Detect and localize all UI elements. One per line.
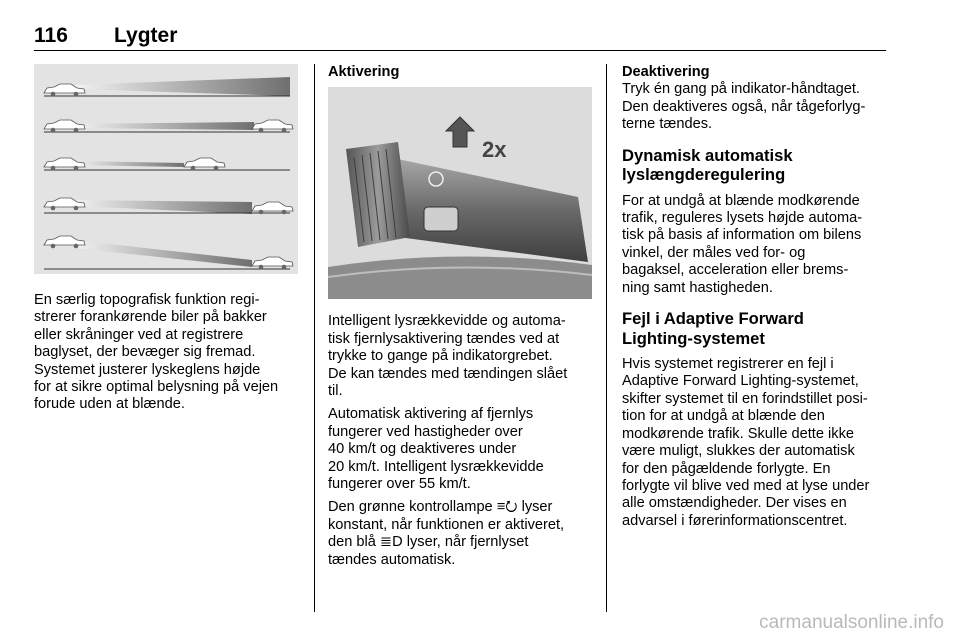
activation-heading: Aktivering bbox=[328, 64, 400, 80]
header-rule bbox=[34, 50, 886, 51]
indicator-stalk-figure bbox=[328, 87, 592, 299]
page-title: Lygter bbox=[114, 24, 178, 47]
column-3 bbox=[622, 64, 888, 536]
activation-paragraph-3: Den grønne kontrollampe ≡⭮ lyser konstant, når funktionen er aktiveret, den blå ≣D lyser, når fjernlyset tændes automatisk. bbox=[328, 499, 565, 568]
deactivation-paragraph: Tryk én gang på indikator-håndtaget. Den deaktiveres også, når tågeforlyg- terne tændes. bbox=[622, 81, 866, 133]
activation-paragraph-2: Automatisk aktivering af fjernlys fungerer ved hastigheder over 40 km/t og deaktiveres under 20 km/t. Intelligent lysrækkevidde fungerer over 55 km/t. bbox=[328, 406, 544, 493]
afl-fault-heading: Fejl i Adaptive Forward Lighting-systemet bbox=[622, 309, 804, 348]
column-2 bbox=[328, 64, 596, 575]
press-twice-label: 2x bbox=[482, 137, 507, 163]
watermark: carmanualsonline.info bbox=[759, 612, 944, 633]
column-divider-2 bbox=[606, 64, 607, 612]
deactivation-heading: Deaktivering bbox=[622, 64, 710, 80]
column-1 bbox=[34, 64, 304, 420]
dynamic-levelling-heading: Dynamisk automatisk lyslængderegulering bbox=[622, 145, 793, 185]
topography-paragraph: En særlig topografisk funktion regi- strerer forankørende biler på bakker eller skråninger ved at registrere baglyset, der bevæger sig fremad. Systemet justerer lyskeglens højde for at sikre optimal belysning på vejen forude uden at blænde. bbox=[34, 292, 279, 413]
activation-paragraph-1: Intelligent lysrækkevidde og automa- tisk fjernlysaktivering tændes ved at trykke to gange på indikatorgrebet. De kan tændes med tændingen slået til. bbox=[328, 313, 568, 400]
dynamic-levelling-paragraph: For at undgå at blænde modkørende trafik, reguleres lysets højde automa- tisk på basis af information om bilens vinkel, der måles ved for- og bagaksel, acceleration eller brems- ning samt hastigheden. bbox=[622, 192, 863, 296]
page-number: 116 bbox=[34, 24, 68, 47]
column-divider-1 bbox=[314, 64, 315, 612]
afl-fault-paragraph: Hvis systemet registrerer en fejl i Adaptive Forward Lighting-systemet, skifter systemet til en forindstillet posi- tion for at undgå at blænde den modkørende trafik. Skulle dette ikke være muligt, slukkes der automatisk for den pågældende forlygte. En forlygte vil blive ved med at lyse under alle omstændigheder. Der vises en advarsel i førerinformationscentret. bbox=[622, 356, 870, 529]
beam-diagram-figure bbox=[34, 64, 298, 274]
